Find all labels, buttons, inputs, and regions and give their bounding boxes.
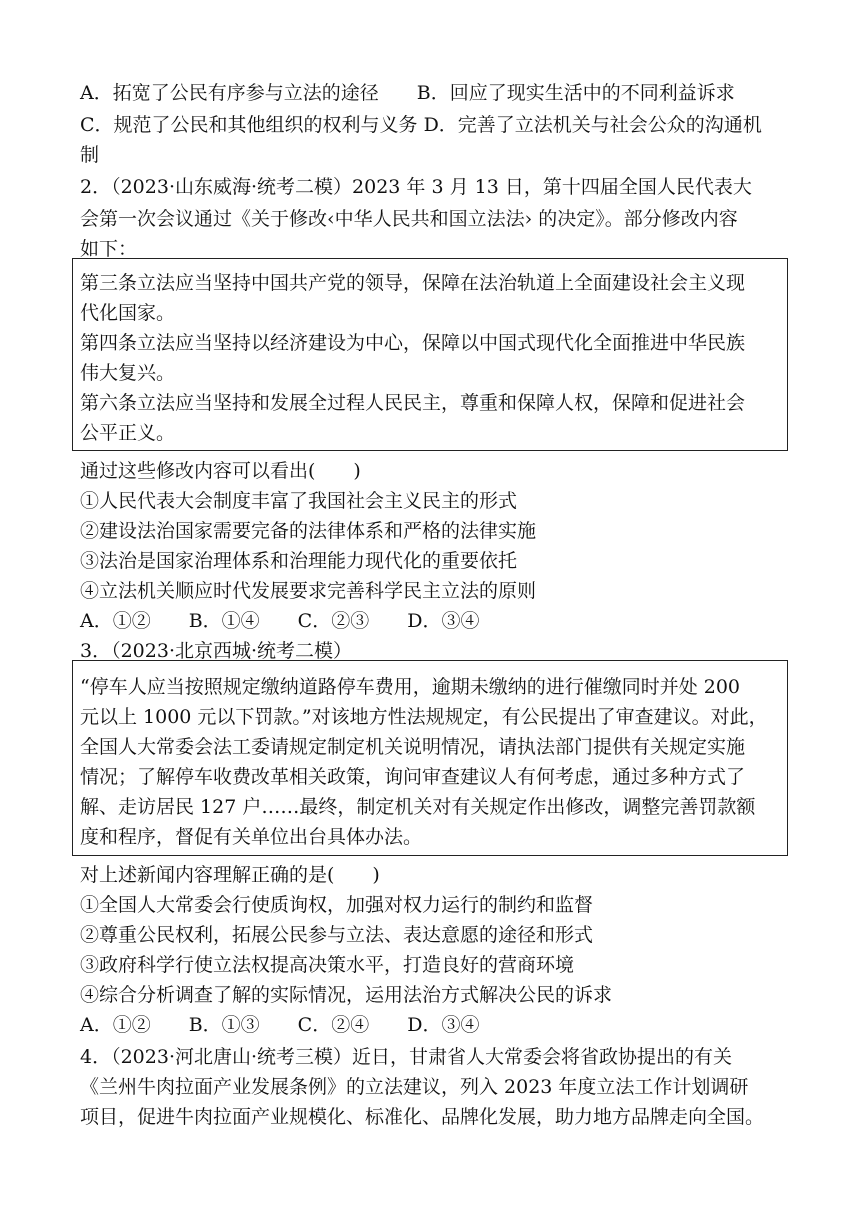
q1-option-b: B．回应了现实生活中的不同利益诉求 bbox=[416, 82, 735, 104]
q2-material-line: 第六条立法应当坚持和发展全过程人民民主，尊重和保障人权，保障和促进社会 bbox=[80, 392, 746, 414]
q4-stem-line: 4．（2023·河北唐山·统考三模）近日，甘肃省人大常委会将省政协提出的有关 bbox=[80, 1046, 733, 1068]
q2-item: ①人民代表大会制度丰富了我国社会主义民主的形式 bbox=[80, 490, 518, 512]
q3-question: 对上述新闻内容理解正确的是( ) bbox=[80, 864, 380, 886]
q2-material-line: 代化国家。 bbox=[80, 302, 176, 324]
q3-material-line: 解、走访居民 127 户……最终，制定机关对有关规定作出修改，调整完善罚款额 bbox=[80, 796, 756, 818]
q1-options-row-3: 制 bbox=[80, 144, 100, 166]
q2-stem-line-1: 2．（2023·山东威海·统考二模）2023 年 3 月 13 日，第十四届全国人民代表大 bbox=[80, 176, 752, 198]
q3-material-line: 全国人大常委会法工委请规定制定机关说明情况，请执法部门提供有关规定实施 bbox=[80, 736, 746, 758]
q1-options-row-1 bbox=[80, 78, 735, 108]
q3-material-line: 情况；了解停车收费改革相关政策，询问审查建议人有何考虑，通过多种方式了 bbox=[80, 766, 746, 788]
q3-material-line: 元以上 1000 元以下罚款。”对该地方性法规规定，有公民提出了审查建议。对此， bbox=[80, 706, 768, 728]
q2-material-line: 公平正义。 bbox=[80, 422, 176, 444]
q1-option-a: A．拓宽了公民有序参与立法的途径 bbox=[80, 82, 379, 104]
q3-stem: 3．（2023·北京西城·统考二模） bbox=[80, 640, 353, 662]
q2-item: ②建设法治国家需要完备的法律体系和严格的法律实施 bbox=[80, 520, 537, 542]
q3-item: ①全国人大常委会行使质询权，加强对权力运行的制约和监督 bbox=[80, 894, 594, 916]
q1-options-row-2: C．规范了公民和其他组织的权利与义务 D．完善了立法机关与社会公众的沟通机 bbox=[80, 114, 762, 136]
q2-item: ③法治是国家治理体系和治理能力现代化的重要依托 bbox=[80, 550, 518, 572]
q3-choices: A．①② B．①③ C．②④ D．③④ bbox=[80, 1014, 480, 1036]
q3-material-line: “停车人应当按照规定缴纳道路停车费用，逾期未缴纳的进行催缴同时并处 200 bbox=[80, 676, 741, 698]
q3-item: ④综合分析调查了解的实际情况，运用法治方式解决公民的诉求 bbox=[80, 984, 613, 1006]
q2-material-line: 伟大复兴。 bbox=[80, 362, 176, 384]
q2-stem-line-3: 如下： bbox=[80, 238, 138, 260]
q2-choices: A．①② B．①④ C．②③ D．③④ bbox=[80, 610, 480, 632]
q4-stem-line: 项目，促进牛肉拉面产业规模化、标准化、品牌化发展，助力地方品牌走向全国。 bbox=[80, 1106, 765, 1128]
q4-stem-line: 《兰州牛肉拉面产业发展条例》的立法建议，列入 2023 年度立法工作计划调研 bbox=[80, 1076, 749, 1098]
q3-item: ③政府科学行使立法权提高决策水平，打造良好的营商环境 bbox=[80, 954, 575, 976]
q3-material-line: 度和程序，督促有关单位出台具体办法。 bbox=[80, 826, 423, 848]
q2-material-line: 第四条立法应当坚持以经济建设为中心，保障以中国式现代化全面推进中华民族 bbox=[80, 332, 746, 354]
q2-stem-line-2: 会第一次会议通过《关于修改‹中华人民共和国立法法› 的决定》。部分修改内容 bbox=[80, 208, 738, 230]
q3-item: ②尊重公民权利，拓展公民参与立法、表达意愿的途径和形式 bbox=[80, 924, 594, 946]
q2-question: 通过这些修改内容可以看出( ) bbox=[80, 460, 361, 482]
q2-material-line: 第三条立法应当坚持中国共产党的领导，保障在法治轨道上全面建设社会主义现 bbox=[80, 272, 746, 294]
q2-item: ④立法机关顺应时代发展要求完善科学民主立法的原则 bbox=[80, 580, 537, 602]
